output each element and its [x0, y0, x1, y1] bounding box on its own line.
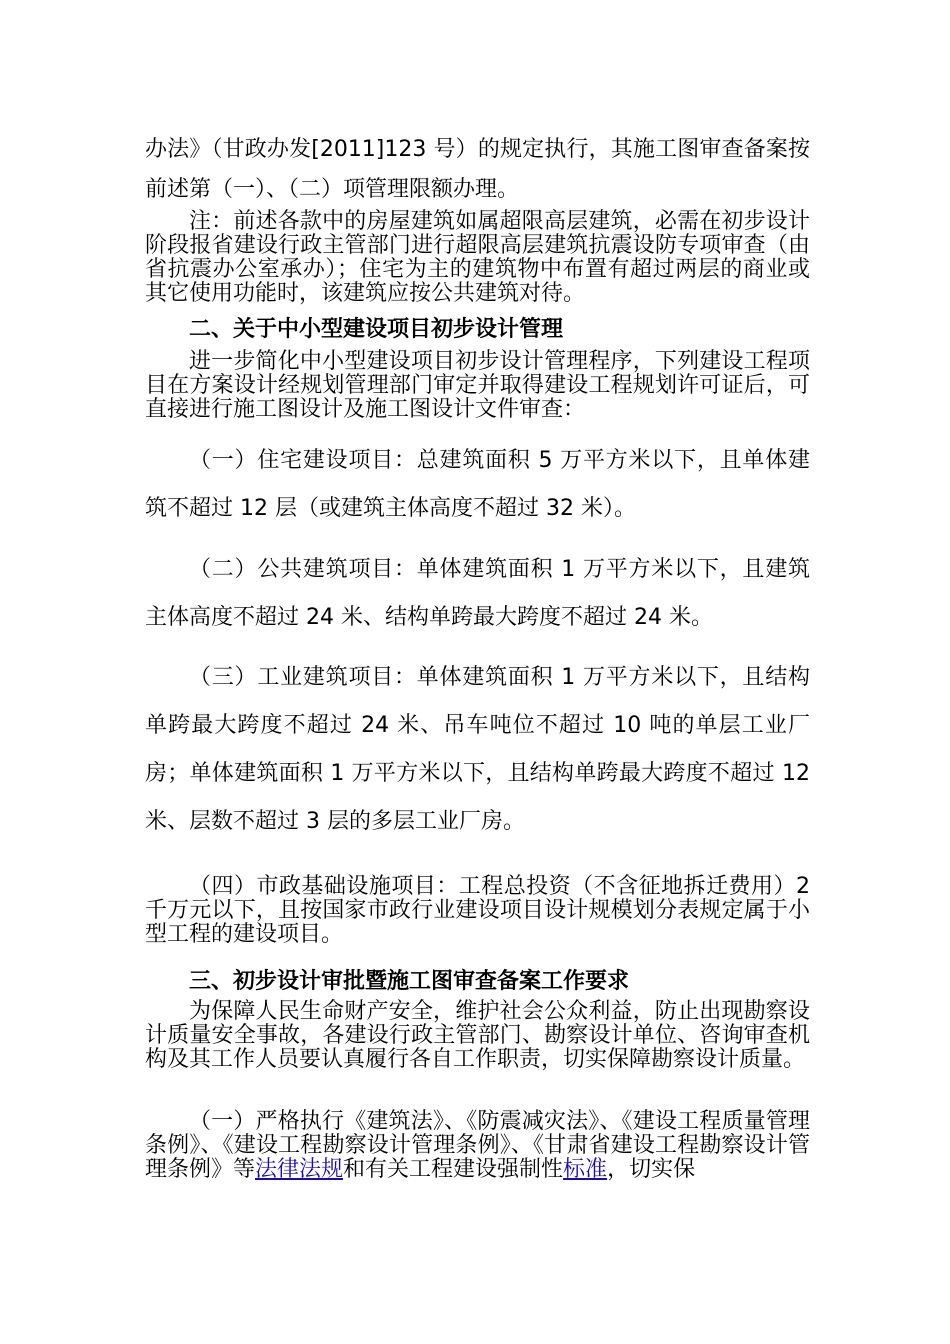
note-paragraph: 注：前述各款中的房屋建筑如属超限高层建筑，必需在初步设计阶段报省建设行政主管部门进行超限高层建筑抗震设防专项审查（由省抗震办公室承办）；住宅为主的建筑物中布置有超过两层的商业或其它使用功能时，该建筑应按公共建筑对待。	[145, 209, 810, 306]
paragraph-continuation: 办法》（甘政办发[2011]123 号）的规定执行，其施工图审查备案按前述第（一）、（二）项管理限额办理。	[145, 137, 810, 202]
paragraph-requirements: 为保障人民生命财产安全，维护社会公众利益，防止出现勘察设计质量安全事故，各建设行政主管部门、勘察设计单位、咨询审查机构及其工作人员要认真履行各自工作职责，切实保障勘察设计质量。	[145, 999, 810, 1072]
section-heading-2: 二、关于中小型建设项目初步设计管理	[189, 317, 564, 342]
list-item-laws-text-b: 和有关工程建设强制性	[343, 1157, 564, 1182]
section-heading-3: 三、初步设计审批暨施工图审查备案工作要求	[189, 969, 630, 994]
list-item-laws-text-c: ，切实保	[607, 1157, 696, 1182]
standards-link[interactable]: 标准	[563, 1157, 608, 1182]
list-item-laws	[145, 1110, 810, 1182]
list-item-laws-text-a: （一）严格执行《建筑法》、《防震减灾法》、《建设工程质量管理条例》、《建设工程勘察设计管理条例》、《甘肃省建设工程勘察设计管理条例》等	[145, 1109, 810, 1182]
paragraph-intro: 进一步简化中小型建设项目初步设计管理程序，下列建设工程项目在方案设计经规划管理部门审定并取得建设工程规划许可证后，可直接进行施工图设计及施工图设计文件审查：	[145, 349, 810, 422]
list-item-residential: （一）住宅建设项目：总建筑面积 5 万平方米以下，且单体建筑不超过 12 层（或建筑主体高度不超过 32 米）。	[145, 448, 810, 521]
laws-regulations-link[interactable]: 法律法规	[255, 1157, 344, 1182]
list-item-industrial: （三）工业建筑项目：单体建筑面积 1 万平方米以下，且结构单跨最大跨度不超过 24 米、吊车吨位不超过 10 吨的单层工业厂房；单体建筑面积 1 万平方米以下，且结构单跨最大跨度不超过 12 米、层数不超过 3 层的多层工业厂房。	[145, 665, 810, 834]
list-item-municipal: （四）市政基础设施项目：工程总投资（不含征地拆迁费用）2 千万元以下，且按国家市政行业建设项目设计规模划分表规定属于小型工程的建设项目。	[145, 874, 810, 947]
list-item-public: （二）公共建筑项目：单体建筑面积 1 万平方米以下，且建筑主体高度不超过 24 米、结构单跨最大跨度不超过 24 米。	[145, 557, 810, 630]
